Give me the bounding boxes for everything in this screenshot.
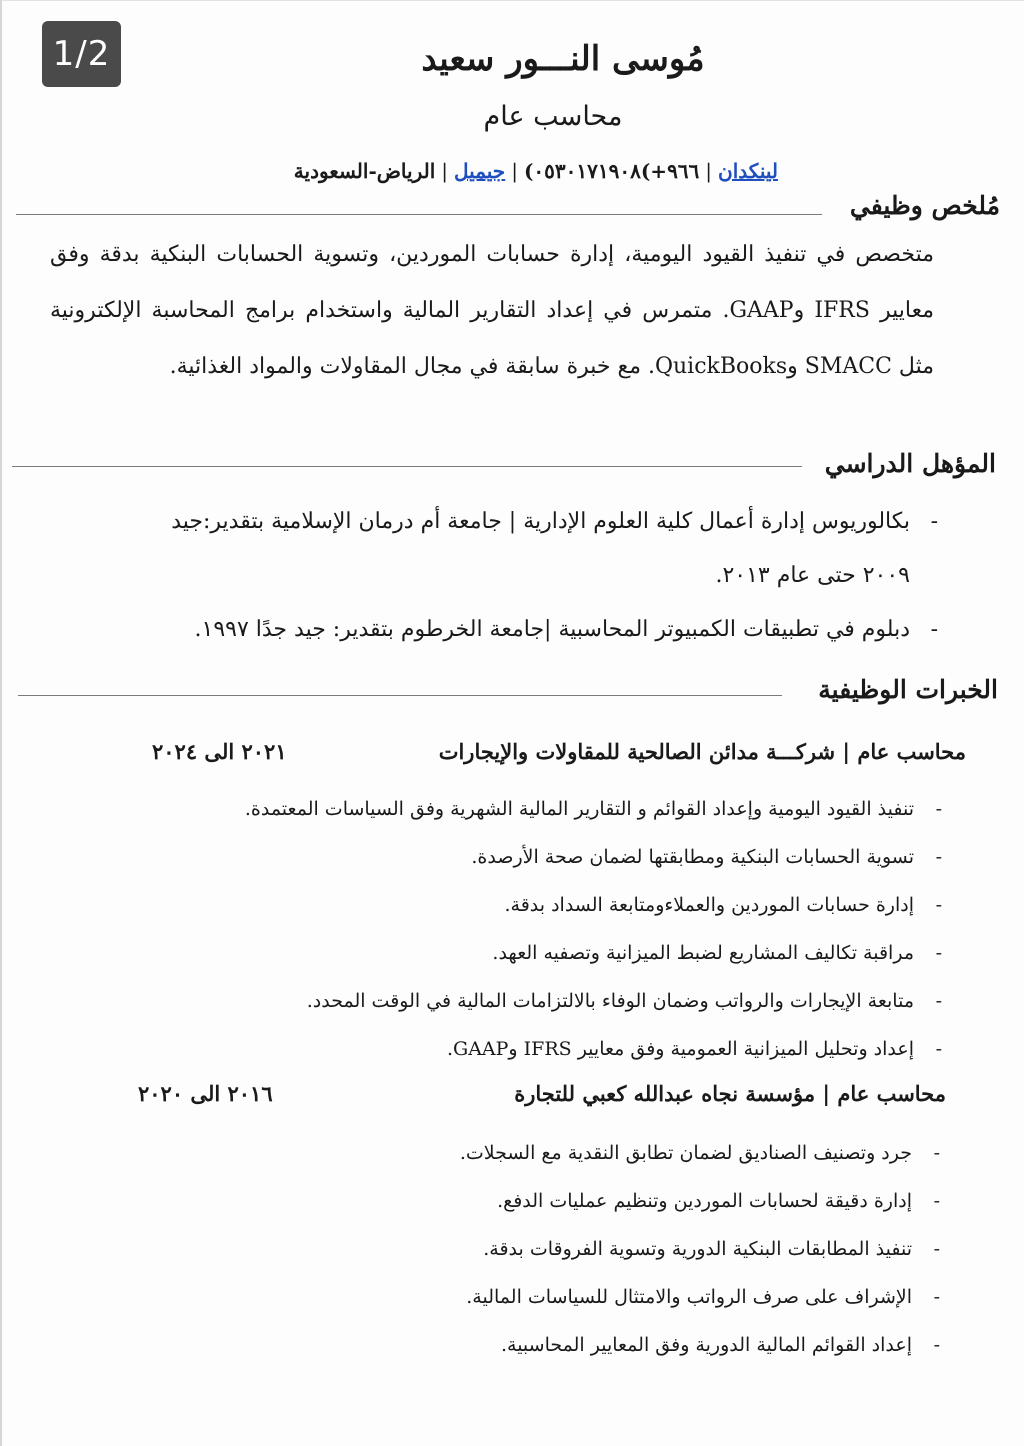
linkedin-link[interactable]: لينكدان — [718, 159, 778, 183]
duty-item: - تنفيذ المطابقات البنكية الدورية وتسوية الفروقات بدقة. — [460, 1225, 940, 1273]
duty-item: - إدارة حسابات الموردين والعملاءومتابعة السداد بدقة. — [245, 881, 942, 929]
contact-line — [294, 159, 778, 183]
duty-item: - إعداد القوائم المالية الدورية وفق المعايير المحاسبية. — [460, 1321, 940, 1369]
location: الرياض-السعودية — [293, 159, 436, 183]
job-title-1: محاسب عام | شركـــة مدائن الصالحية للمقاولات والإيجارات — [438, 739, 966, 764]
bullet-dash: - — [933, 1190, 940, 1212]
bullet-dash: - — [935, 1038, 942, 1060]
summary-divider — [16, 214, 822, 215]
duty-item: - متابعة الإيجارات والرواتب وضمان الوفاء بالالتزامات المالية في الوقت المحدد. — [245, 977, 942, 1025]
duty-item: - مراقبة تكاليف المشاريع لضبط الميزانية وتصفيه العهد. — [245, 929, 942, 977]
job-duties-2 — [460, 1129, 940, 1369]
bullet-dash: - — [935, 798, 942, 820]
contact-separator: | — [511, 159, 518, 183]
contact-separator: | — [705, 159, 713, 183]
duty-item: - تنفيذ القيود اليومية وإعداد القوائم و التقارير المالية الشهرية وفق السياسات المعتمدة. — [245, 785, 942, 833]
education-item: - بكالوريوس إدارة أعمال كلية العلوم الإدارية | جامعة أم درمان الإسلامية بتقدير:جيد ٢٠٠٩ حتى عام ٢٠١٣. — [118, 495, 938, 603]
candidate-title: محاسب عام — [483, 101, 623, 132]
bullet-dash: - — [933, 1238, 940, 1260]
bullet-dash: - — [933, 1334, 940, 1356]
duty-item: - تسوية الحسابات البنكية ومطابقتها لضمان صحة الأرصدة. — [245, 833, 942, 881]
duty-item: - إعداد وتحليل الميزانية العمومية وفق معايير IFRS وGAAP. — [245, 1025, 942, 1073]
page-indicator: 1/2 — [42, 21, 121, 87]
duty-item: - إدارة دقيقة لحسابات الموردين وتنظيم عمليات الدفع. — [460, 1177, 940, 1225]
bullet-dash: - — [933, 1286, 940, 1308]
bullet-dash: - — [935, 942, 942, 964]
bullet-dash: - — [933, 1142, 940, 1164]
duty-item: - الإشراف على صرف الرواتب والامتثال للسياسات المالية. — [460, 1273, 940, 1321]
education-divider — [12, 466, 802, 467]
bullet-dash: - — [935, 846, 942, 868]
email-link[interactable]: جيميل — [454, 159, 506, 183]
experience-heading: الخبرات الوظيفية — [818, 675, 998, 704]
contact-separator: | — [441, 159, 449, 183]
job-title-2: محاسب عام | مؤسسة نجاه عبدالله كعبي للتجارة — [514, 1081, 946, 1106]
education-heading: المؤهل الدراسي — [824, 449, 996, 478]
experience-divider — [18, 695, 782, 696]
duty-item: - جرد وتصنيف الصناديق لضمان تطابق النقدية مع السجلات. — [460, 1129, 940, 1177]
phone-number: ٩٦٦+)٠٥٣٠١٧١٩٠٨) — [523, 159, 700, 183]
bullet-dash: - — [935, 990, 942, 1012]
summary-text: متخصص في تنفيذ القيود اليومية، إدارة حسابات الموردين، وتسوية الحسابات البنكية بدقة وفق معايير IFRS وGAAP. متمرس في إعداد التقارير المالية واستخدام برامج المحاسبة الإلكترونية مثل SMACC وQuickBooks. مع خبرة سابقة في مجال المقاولات والمواد الغذائية. — [50, 242, 934, 379]
job-period-1: ٢٠٢١ الى ٢٠٢٤ — [152, 739, 287, 764]
summary-heading: مُلخص وظيفي — [849, 191, 1000, 220]
bullet-dash: - — [930, 509, 938, 534]
candidate-name: مُوسى النـــور سعيد — [421, 39, 705, 79]
bullet-dash: - — [935, 894, 942, 916]
job-period-2: ٢٠١٦ الى ٢٠٢٠ — [138, 1081, 273, 1106]
education-item: - دبلوم في تطبيقات الكمبيوتر المحاسبية |جامعة الخرطوم بتقدير: جيد جدًا ١٩٩٧. — [118, 603, 938, 657]
education-list — [118, 495, 938, 657]
bullet-dash: - — [930, 617, 938, 642]
job-duties-1 — [245, 785, 942, 1073]
